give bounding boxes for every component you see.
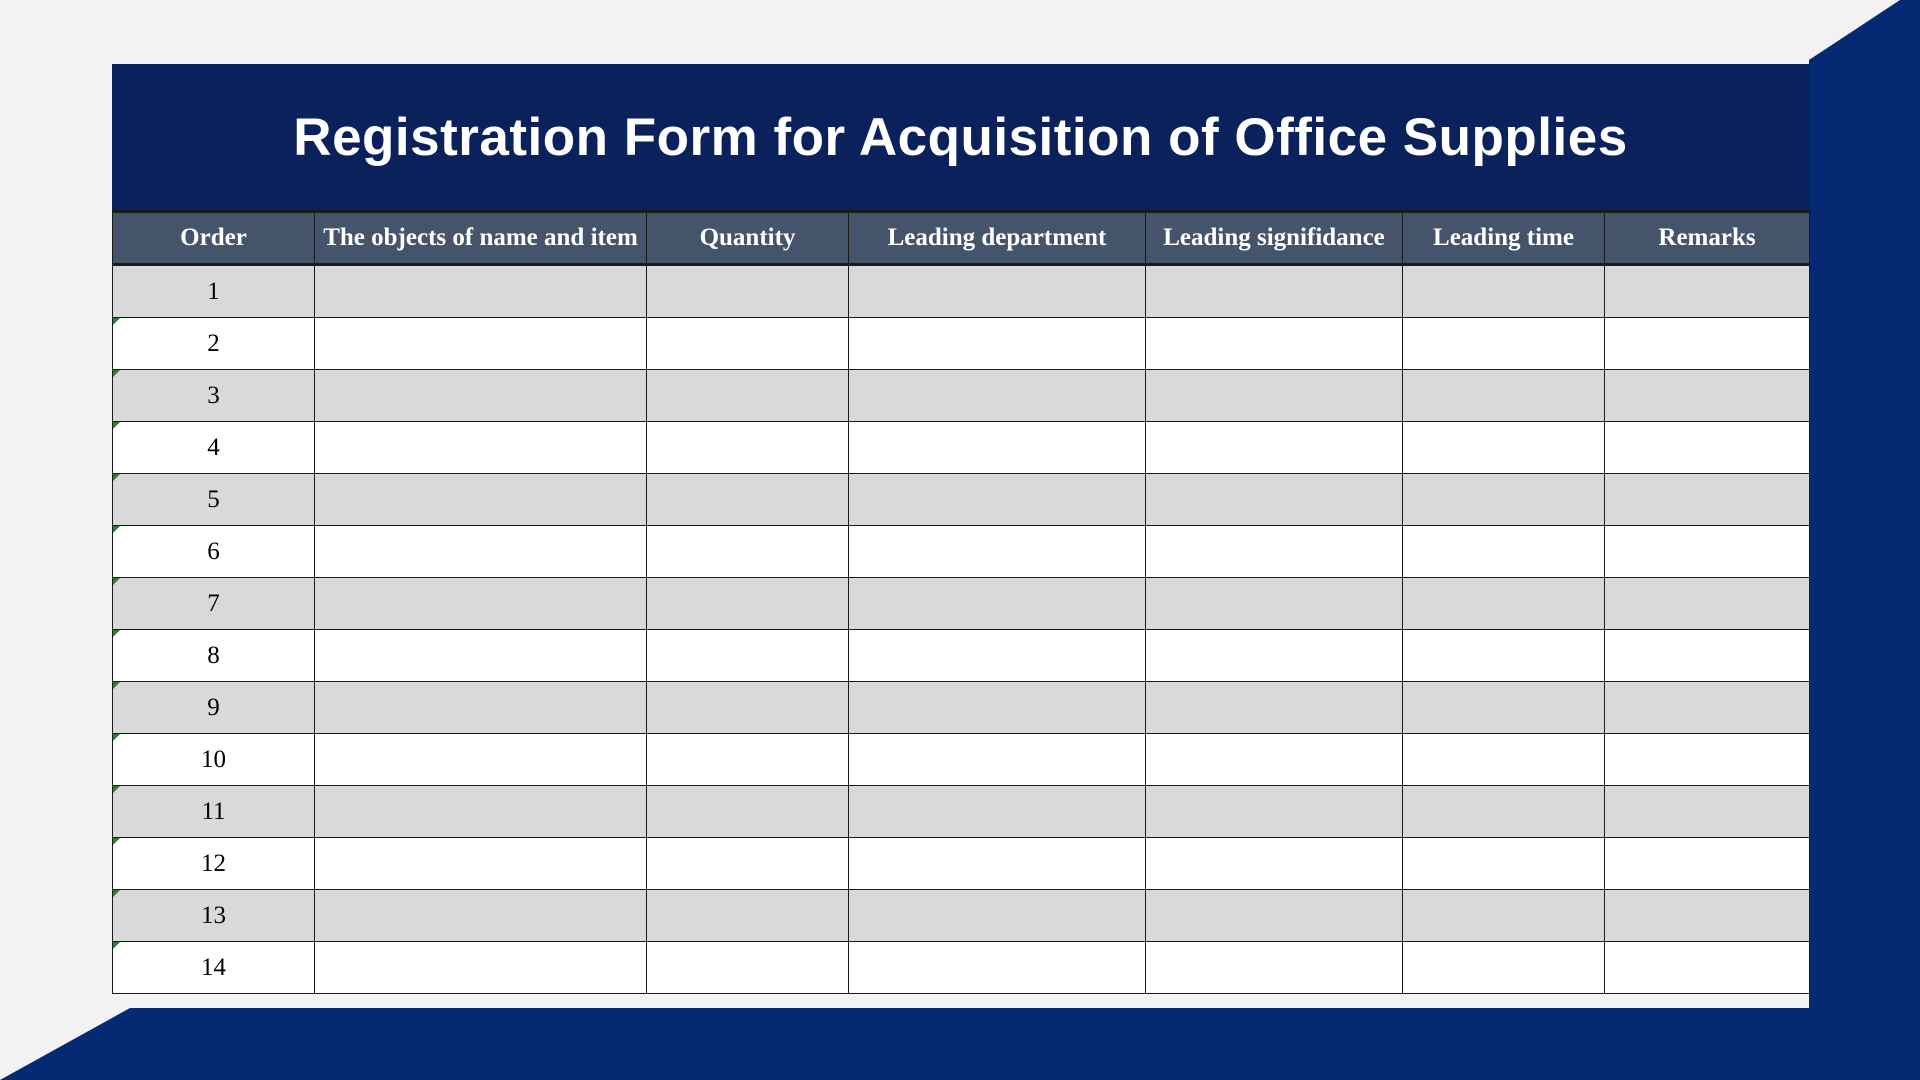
table-row (113, 942, 1810, 994)
item-name-cell[interactable] (315, 265, 647, 318)
corner-shape-bottom (0, 1008, 1920, 1080)
quantity-cell[interactable] (647, 734, 849, 786)
remarks-cell[interactable] (1605, 318, 1810, 370)
department-cell[interactable] (849, 734, 1146, 786)
department-cell[interactable] (849, 838, 1146, 890)
time-cell[interactable] (1403, 474, 1605, 526)
time-cell[interactable] (1403, 265, 1605, 318)
item-name-cell[interactable] (315, 422, 647, 474)
significance-cell[interactable] (1146, 630, 1403, 682)
corner-shape-right (1809, 0, 1920, 1080)
order-cell: 9 (113, 682, 315, 734)
order-cell: 13 (113, 890, 315, 942)
order-cell: 10 (113, 734, 315, 786)
quantity-cell[interactable] (647, 474, 849, 526)
remarks-cell[interactable] (1605, 265, 1810, 318)
time-cell[interactable] (1403, 786, 1605, 838)
remarks-cell[interactable] (1605, 942, 1810, 994)
time-cell[interactable] (1403, 526, 1605, 578)
department-cell[interactable] (849, 318, 1146, 370)
table-row (113, 786, 1810, 838)
department-cell[interactable] (849, 890, 1146, 942)
item-name-cell[interactable] (315, 526, 647, 578)
quantity-cell[interactable] (647, 422, 849, 474)
time-cell[interactable] (1403, 318, 1605, 370)
remarks-cell[interactable] (1605, 526, 1810, 578)
table-row (113, 838, 1810, 890)
remarks-cell[interactable] (1605, 786, 1810, 838)
department-cell[interactable] (849, 265, 1146, 318)
order-cell: 1 (113, 265, 315, 318)
time-cell[interactable] (1403, 838, 1605, 890)
item-name-cell[interactable] (315, 630, 647, 682)
remarks-cell[interactable] (1605, 838, 1810, 890)
form-sheet (112, 64, 1809, 994)
quantity-cell[interactable] (647, 786, 849, 838)
department-cell[interactable] (849, 942, 1146, 994)
quantity-cell[interactable] (647, 838, 849, 890)
order-cell: 2 (113, 318, 315, 370)
table-body (113, 265, 1810, 994)
column-header-order: Order (113, 212, 315, 265)
quantity-cell[interactable] (647, 682, 849, 734)
significance-cell[interactable] (1146, 942, 1403, 994)
order-cell: 14 (113, 942, 315, 994)
column-header-leading-time: Leading time (1403, 212, 1605, 265)
remarks-cell[interactable] (1605, 630, 1810, 682)
significance-cell[interactable] (1146, 734, 1403, 786)
item-name-cell[interactable] (315, 786, 647, 838)
title-bar (112, 64, 1809, 210)
department-cell[interactable] (849, 578, 1146, 630)
item-name-cell[interactable] (315, 474, 647, 526)
significance-cell[interactable] (1146, 890, 1403, 942)
time-cell[interactable] (1403, 630, 1605, 682)
order-cell: 11 (113, 786, 315, 838)
department-cell[interactable] (849, 370, 1146, 422)
significance-cell[interactable] (1146, 838, 1403, 890)
significance-cell[interactable] (1146, 578, 1403, 630)
remarks-cell[interactable] (1605, 682, 1810, 734)
remarks-cell[interactable] (1605, 578, 1810, 630)
column-header-quantity: Quantity (647, 212, 849, 265)
header-row (113, 212, 1810, 265)
time-cell[interactable] (1403, 370, 1605, 422)
order-cell: 4 (113, 422, 315, 474)
registration-table (112, 210, 1810, 994)
quantity-cell[interactable] (647, 370, 849, 422)
table-row (113, 526, 1810, 578)
item-name-cell[interactable] (315, 942, 647, 994)
department-cell[interactable] (849, 682, 1146, 734)
table-row (113, 682, 1810, 734)
quantity-cell[interactable] (647, 578, 849, 630)
department-cell[interactable] (849, 474, 1146, 526)
column-header-item-name: The objects of name and item (315, 212, 647, 265)
department-cell[interactable] (849, 526, 1146, 578)
table-row (113, 474, 1810, 526)
quantity-cell[interactable] (647, 890, 849, 942)
page-title: Registration Form for Acquisition of Office Supplies (293, 107, 1628, 167)
remarks-cell[interactable] (1605, 734, 1810, 786)
significance-cell[interactable] (1146, 370, 1403, 422)
remarks-cell[interactable] (1605, 474, 1810, 526)
table-row (113, 734, 1810, 786)
table-row (113, 318, 1810, 370)
significance-cell[interactable] (1146, 265, 1403, 318)
item-name-cell[interactable] (315, 578, 647, 630)
time-cell[interactable] (1403, 734, 1605, 786)
quantity-cell[interactable] (647, 318, 849, 370)
remarks-cell[interactable] (1605, 370, 1810, 422)
significance-cell[interactable] (1146, 422, 1403, 474)
significance-cell[interactable] (1146, 786, 1403, 838)
item-name-cell[interactable] (315, 838, 647, 890)
department-cell[interactable] (849, 630, 1146, 682)
item-name-cell[interactable] (315, 318, 647, 370)
column-header-remarks: Remarks (1605, 212, 1810, 265)
table-row (113, 422, 1810, 474)
order-cell: 6 (113, 526, 315, 578)
significance-cell[interactable] (1146, 526, 1403, 578)
significance-cell[interactable] (1146, 318, 1403, 370)
item-name-cell[interactable] (315, 734, 647, 786)
table-row (113, 890, 1810, 942)
time-cell[interactable] (1403, 942, 1605, 994)
department-cell[interactable] (849, 422, 1146, 474)
time-cell[interactable] (1403, 890, 1605, 942)
significance-cell[interactable] (1146, 682, 1403, 734)
item-name-cell[interactable] (315, 890, 647, 942)
order-cell: 12 (113, 838, 315, 890)
remarks-cell[interactable] (1605, 422, 1810, 474)
column-header-leading-department: Leading department (849, 212, 1146, 265)
remarks-cell[interactable] (1605, 890, 1810, 942)
quantity-cell[interactable] (647, 942, 849, 994)
table-row (113, 578, 1810, 630)
order-cell: 3 (113, 370, 315, 422)
quantity-cell[interactable] (647, 265, 849, 318)
order-cell: 5 (113, 474, 315, 526)
time-cell[interactable] (1403, 682, 1605, 734)
table-row (113, 370, 1810, 422)
table-row (113, 630, 1810, 682)
time-cell[interactable] (1403, 578, 1605, 630)
item-name-cell[interactable] (315, 370, 647, 422)
quantity-cell[interactable] (647, 630, 849, 682)
department-cell[interactable] (849, 786, 1146, 838)
quantity-cell[interactable] (647, 526, 849, 578)
order-cell: 7 (113, 578, 315, 630)
table-row (113, 265, 1810, 318)
time-cell[interactable] (1403, 422, 1605, 474)
column-header-leading-significance: Leading signifidance (1146, 212, 1403, 265)
order-cell: 8 (113, 630, 315, 682)
item-name-cell[interactable] (315, 682, 647, 734)
significance-cell[interactable] (1146, 474, 1403, 526)
